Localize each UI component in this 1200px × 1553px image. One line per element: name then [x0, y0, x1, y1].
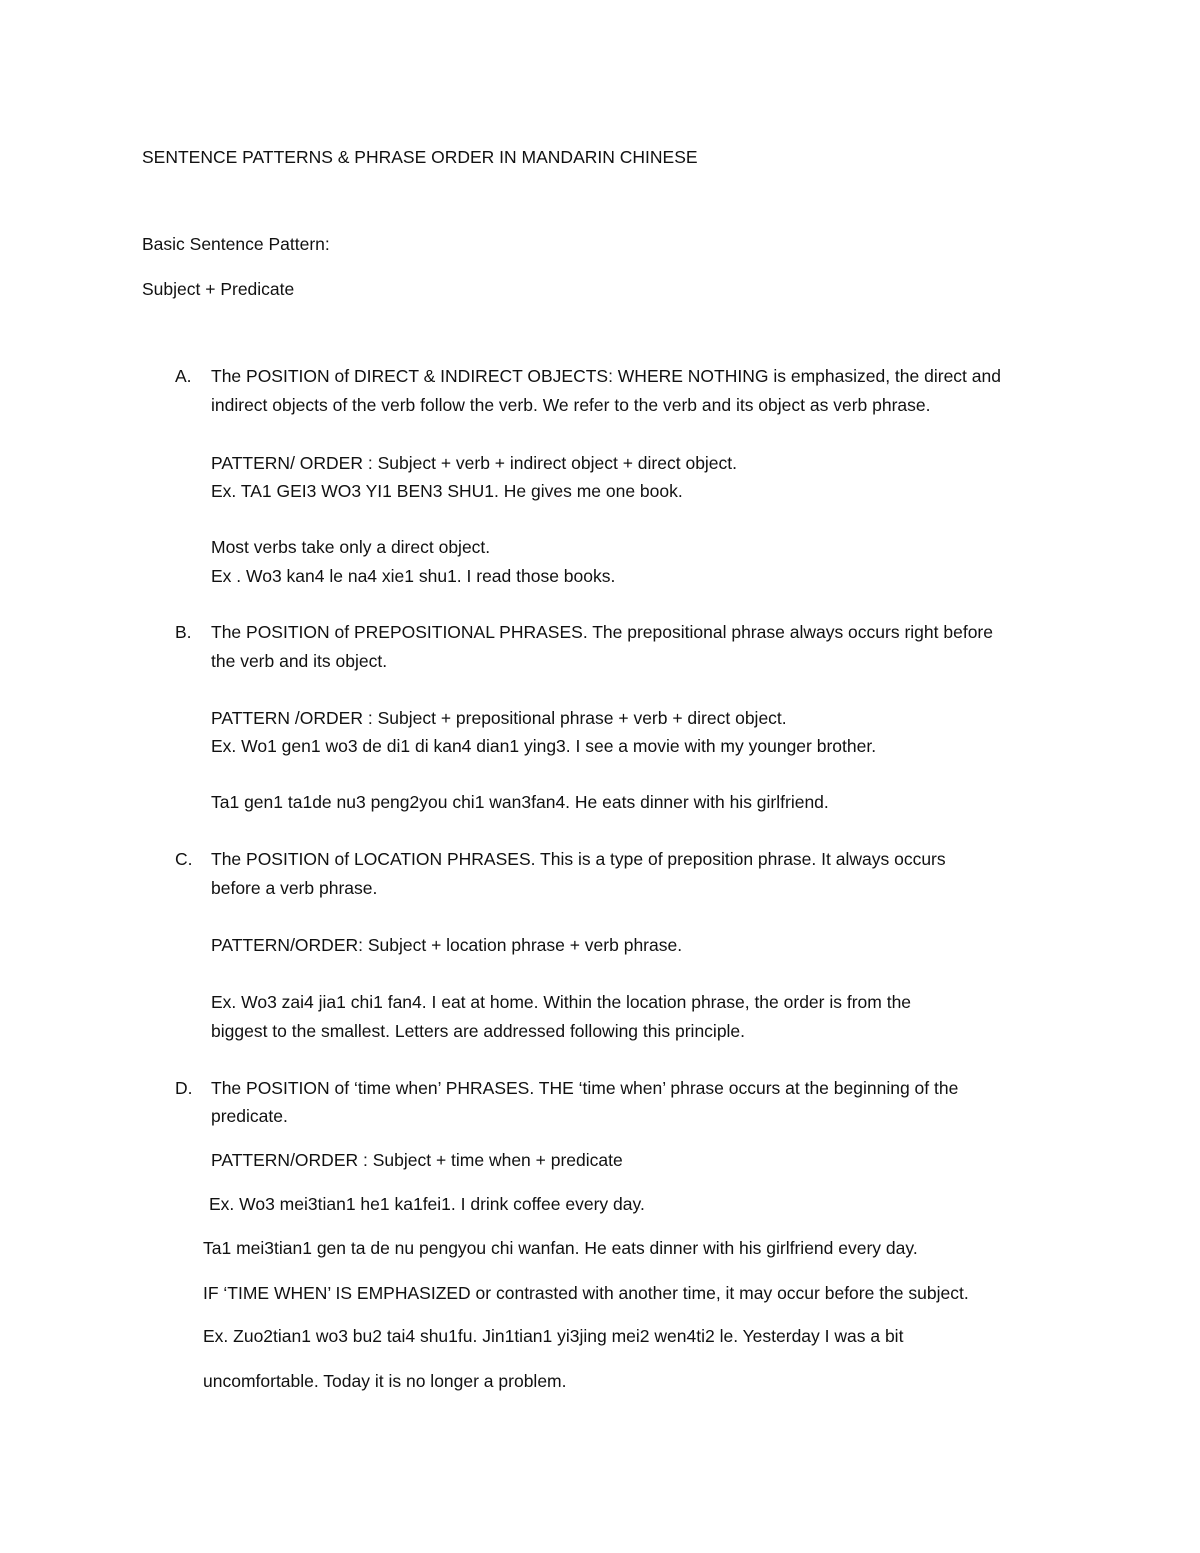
example-line: Ex. TA1 GEI3 WO3 YI1 BEN3 SHU1. He gives me one book.	[211, 481, 683, 501]
section-text-line: The POSITION of DIRECT & INDIRECT OBJECTS: WHERE NOTHING is emphasized, the direct and	[211, 366, 1001, 386]
example-line: uncomfortable. Today it is no longer a problem.	[203, 1371, 567, 1391]
basic-pattern: Subject + Predicate	[142, 279, 295, 299]
pattern-line: PATTERN/ORDER : Subject + time when + predicate	[211, 1150, 623, 1170]
section-text-line: IF ‘TIME WHEN’ IS EMPHASIZED or contrasted with another time, it may occur before the subject.	[203, 1283, 969, 1303]
pattern-line: PATTERN/ORDER: Subject + location phrase + verb phrase.	[211, 935, 683, 955]
section-marker: A.	[175, 366, 192, 386]
pattern-line: PATTERN /ORDER : Subject + prepositional phrase + verb + direct object.	[211, 708, 787, 728]
section-text-line: The POSITION of PREPOSITIONAL PHRASES. The prepositional phrase always occurs right before	[211, 622, 993, 642]
example-line: Ta1 mei3tian1 gen ta de nu pengyou chi wanfan. He eats dinner with his girlfriend every day.	[203, 1238, 918, 1258]
basic-pattern-heading: Basic Sentence Pattern:	[142, 234, 330, 254]
section-marker: C.	[175, 849, 193, 869]
pattern-line: PATTERN/ ORDER : Subject + verb + indirect object + direct object.	[211, 453, 738, 473]
section-text-line: before a verb phrase.	[211, 878, 378, 898]
section-text-line: predicate.	[211, 1106, 288, 1126]
example-line: Ex. Wo1 gen1 wo3 de di1 di kan4 dian1 ying3. I see a movie with my younger brother.	[211, 736, 877, 756]
section-text-line: The POSITION of LOCATION PHRASES. This is a type of preposition phrase. It always occurs	[211, 849, 946, 869]
section-text-line: the verb and its object.	[211, 651, 388, 671]
document-title: SENTENCE PATTERNS & PHRASE ORDER IN MANDARIN CHINESE	[142, 147, 698, 167]
example-line: Ta1 gen1 ta1de nu3 peng2you chi1 wan3fan4. He eats dinner with his girlfriend.	[211, 792, 829, 812]
example-line: Ex. Wo3 zai4 jia1 chi1 fan4. I eat at home. Within the location phrase, the order is from the	[211, 992, 912, 1012]
example-line: Ex. Zuo2tian1 wo3 bu2 tai4 shu1fu. Jin1tian1 yi3jing mei2 wen4ti2 le. Yesterday I was a bit	[203, 1326, 904, 1346]
section-text-line: biggest to the smallest. Letters are addressed following this principle.	[211, 1021, 746, 1041]
section-marker: D.	[175, 1078, 193, 1098]
section-text-line: indirect objects of the verb follow the verb. We refer to the verb and its object as verb phrase.	[211, 395, 931, 415]
example-line: Ex . Wo3 kan4 le na4 xie1 shu1. I read those books.	[211, 566, 616, 586]
section-text-line: The POSITION of ‘time when’ PHRASES. THE ‘time when’ phrase occurs at the beginning of the	[211, 1078, 959, 1098]
section-marker: B.	[175, 622, 192, 642]
section-text-line: Most verbs take only a direct object.	[211, 537, 491, 557]
example-line: Ex. Wo3 mei3tian1 he1 ka1fei1. I drink coffee every day.	[209, 1194, 645, 1214]
